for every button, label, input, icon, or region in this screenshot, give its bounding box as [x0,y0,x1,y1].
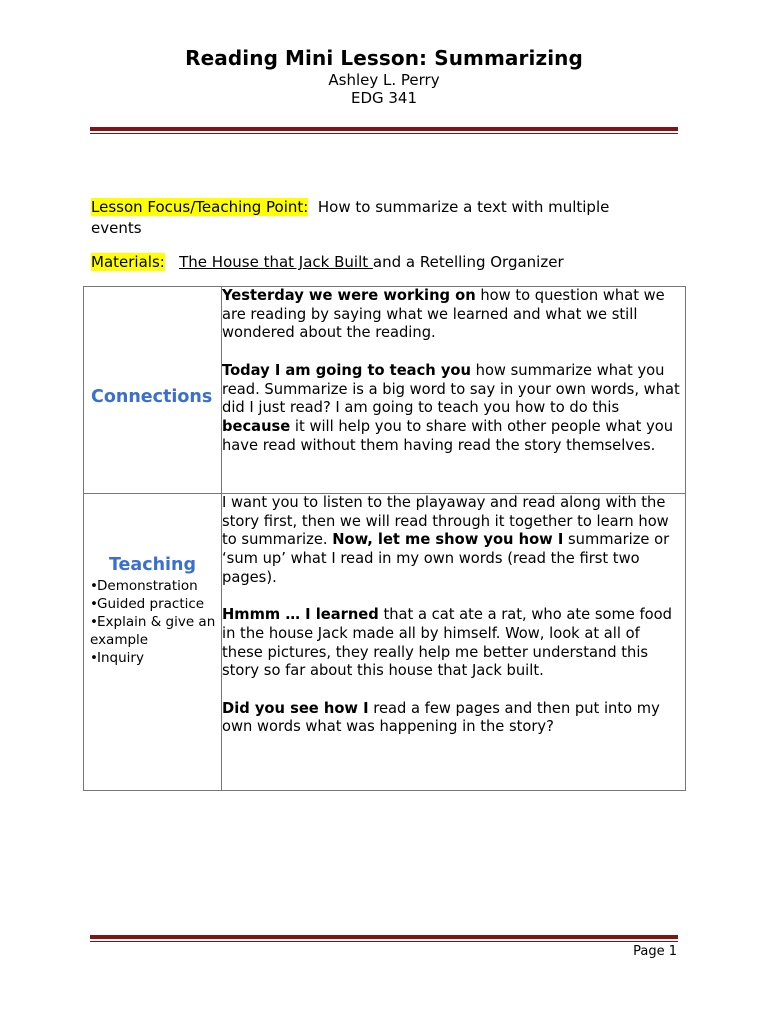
connections-paragraph [222,362,685,456]
materials-label: Materials: [91,253,165,271]
list-item: • Guided practice [90,596,205,612]
book-title: The House that Jack Built [179,253,373,271]
teaching-heading: Teaching [108,555,197,575]
bullet-text: Demonstration [97,578,198,594]
bullet-text: Inquiry [97,650,144,666]
document-title: Reading Mini Lesson: Summarizing [185,46,583,70]
bullet-text: Guided practice [97,596,205,612]
connections-heading: Connections [91,387,213,407]
teaching-bullet-list [84,577,221,667]
header-divider [90,127,678,134]
materials-rest: and a Retelling Organizer [372,253,564,271]
footer-divider [90,935,678,942]
materials-line [91,252,564,273]
teaching-paragraph [222,494,685,588]
connections-p1-bold: Yesterday we were working on [222,287,476,304]
lesson-focus [91,197,651,239]
lesson-focus-text: How to summarize a text with multiple events [91,198,610,237]
connections-p2-bold2: because [222,417,291,435]
teaching-paragraph [222,700,685,737]
bullet-text: Explain & give an example [90,614,216,648]
author-name: Ashley L. Perry [328,71,440,89]
teaching-p2-bold: Hmmm … I learned [222,606,379,624]
teaching-p1-text: I want you to listen to the playaway and read along with the story first, then we will read through it together to learn how to summarize. [222,494,669,549]
teaching-p3-bold: Did you see how I [222,699,369,717]
connections-content [222,287,686,494]
connections-cell [84,287,222,494]
teaching-p3-text: read a few pages and then put into my own words what was happening in the story? [222,699,660,736]
teaching-cell [84,494,222,791]
page-number: Page 1 [633,944,677,959]
list-item: • Explain & give an example [90,614,216,648]
teaching-paragraph [222,606,685,681]
connections-p1-text: how to question what we are reading by saying what we learned and what we still wondered about the reading. [222,287,665,342]
list-item: • Inquiry [90,650,144,666]
teaching-p1-rest: summarize or ‘sum up’ what I read in my own words (read the first two pages). [222,531,670,586]
table-row [84,494,686,791]
list-item: • Demonstration [90,578,198,594]
course-code: EDG 341 [350,89,418,107]
teaching-p1-bold: Now, let me show you how I [332,531,564,549]
table-row [84,287,686,494]
connections-paragraph [222,287,685,343]
teaching-content [222,494,686,791]
lesson-focus-label: Lesson Focus/Teaching Point: [91,198,309,216]
connections-p2-text: how summarize what you read. Summarize is a big word to say in your own words, what did I just read? I am going to teach you how to do this [222,361,680,417]
connections-p2-rest: it will help you to share with other people what you have read without them having read the story themselves. [222,417,674,454]
connections-p2-bold: Today I am going to teach you [222,361,471,379]
teaching-p2-text: that a cat ate a rat, who ate some food in the house Jack made all by himself. Wow, look at all of these pictures, they really help me better understand this story so far about this house that Jack built. [222,606,672,680]
lesson-table [83,286,686,791]
